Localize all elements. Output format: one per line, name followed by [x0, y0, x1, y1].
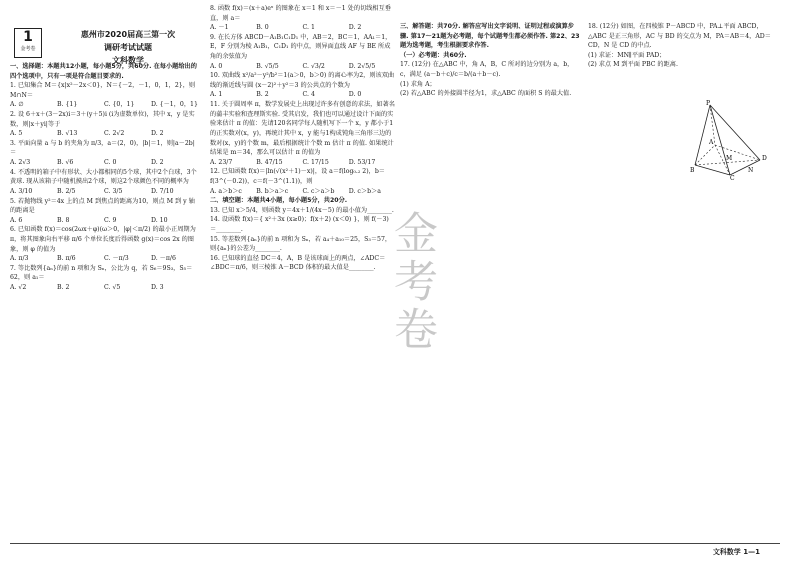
answer-option: D. 7/10 [151, 187, 174, 195]
question-item: 4. 不透明的箱子中有形状、大小都相同的5个球，其中2个白球，3个黄球. 现从该箱子中随机摸出2个球，则这2个球颜色不同的概率为 [10, 168, 197, 186]
answer-options [210, 158, 395, 168]
fill-question-item: 16. 已知球的直径 DC＝4，A，B 是该球面上的两点，∠ADC＝∠BDC＝π/6，则三棱锥 A－BCD 体积的最大值是________. [210, 254, 386, 272]
answer-option: C. {0，1} [104, 101, 135, 109]
label-b: B [690, 167, 695, 174]
answer-options [210, 62, 395, 72]
answer-option: B. √5/5 [256, 62, 279, 70]
question-17-part-1: (1) 求角 A； [400, 80, 436, 88]
answer-option: C. 4 [302, 91, 315, 99]
question-item: 6. 已知函数 f(x)＝cos(2ωx＋φ)(ω＞0，|φ|＜π/2) 的最小正周期为 π，将其图象向右平移 π/6 个单位长度后得函数 g(x)＝cos 2x 的图象，则 φ 的值为 [10, 226, 196, 253]
question-item: 12. 已知函数 f(x)＝|ln(√(x²＋1)－x)|，设 a＝f(log₀.₂ 2)，b＝f(3^(－0.2))，c＝f(－3^(1.1))，则 [210, 168, 385, 185]
question-item: 2. 设 6＋x＋(3－2x)i＝3＋(y＋5)i (i为虚数单位)，其中 x，y 是实数，则|x＋yi|等于 [10, 111, 195, 128]
answer-option: B. 2 [256, 91, 269, 99]
fill-question-item: 14. 设函数 f(x)＝{ x²＋3x (x≥0)；f(x＋2) (x＜0) }，则 f(－3)＝________. [210, 216, 389, 234]
answer-option: B. 2/5 [57, 187, 76, 195]
answer-option: D. 2 [151, 130, 164, 138]
label-d: D [762, 155, 767, 162]
answer-option: A. 1 [210, 91, 223, 99]
answer-options [10, 100, 198, 110]
choice-question-list-2 [210, 4, 395, 196]
label-m: M [726, 155, 733, 162]
answer-option: B. {1} [57, 101, 78, 109]
badge-number: 1 [23, 29, 33, 45]
answer-options [10, 283, 198, 293]
label-n: N [748, 167, 754, 174]
column-4 [588, 22, 780, 70]
answer-option: D. {－1，0，1} [151, 101, 198, 109]
answer-option: A. 23/7 [210, 158, 233, 166]
question-item: 7. 等比数列{aₙ}的前 n 项和为 Sₙ，公比为 q，若 S₆＝9S₃，S₅＝62，则 a₁＝ [10, 264, 193, 282]
answer-options [10, 216, 198, 226]
answer-option: C. 3/5 [104, 187, 123, 195]
question-item: 11. 关于圆周率 π，数学发展史上出现过许多有创意的求法，如著名的蒲丰实验和查理斯实验. 受其启发，我们也可以通过设计下面的实验来估计 π 的值：先请120名同学每人随机写下一个 x，y 都小于1的正实数对(x，y)，再统计其中 x，y 能与1构成钝角三角形三边的数对(x，y)的个数 m，最后根据统计个数 m 估计 π 的值. 如果统计结果是 m＝34，那么可以估计 π 的值为 [210, 101, 395, 157]
answer-options [210, 23, 395, 33]
answer-option: C. 0 [104, 159, 117, 167]
answer-option: D. 2 [151, 159, 164, 167]
page-footer [0, 539, 790, 561]
answer-options [210, 187, 395, 197]
question-18: 18. (12分) 如图，在四棱锥 P－ABCD 中，PA⊥平面 ABCD，△ABC 是正三角形，AC 与 BD 的交点为 M，PA＝AB＝4，AD＝CD，N 是 CD 的中点. [588, 23, 771, 50]
answer-option: B. √13 [57, 130, 78, 138]
question-18-part-2: (2) 求点 M 到平面 PBC 的距离. [588, 61, 678, 69]
footer-label: 文科数学 1—1 [712, 548, 760, 556]
answer-option: C. 1 [302, 24, 315, 32]
answer-option: D. －π/6 [151, 255, 176, 263]
badge-subtitle: 金考卷 [20, 46, 36, 52]
answer-options [10, 129, 198, 139]
answer-option: B. 0 [256, 24, 269, 32]
answer-option: B. b＞a＞c [256, 187, 289, 195]
title-line-2: 调研考试试题 [104, 43, 152, 52]
answer-option: C. √3/2 [302, 62, 325, 70]
answer-option: B. 8 [57, 216, 70, 224]
question-17: 17. (12分) 在△ABC 中，角 A，B，C 所对的边分别为 a，b，c，满足 (a－b＋c)/c＝b/(a＋b－c). [400, 61, 574, 79]
answer-option: A. ∅ [10, 101, 24, 109]
answer-option: D. 10 [151, 216, 168, 224]
answer-option: D. 2√5/5 [348, 62, 376, 70]
answer-option: D. c＞b＞a [348, 187, 381, 195]
answer-option: A. π/3 [10, 255, 29, 263]
column-2 [210, 4, 395, 273]
answer-option: B. 2 [57, 284, 70, 292]
section-answer-heading: 三、解答题：共70分. 解答应写出文字说明、证明过程或演算步骤. 第17～21题为必考题，每个试题考生都必须作答. 第22、23题为选考题，考生根据要求作答. [400, 23, 580, 50]
fill-question-item: 15. 等差数列{aₙ}的前 n 项和为 Sₙ，若 a₄＋a₁₀＝25，S₃＝57，则{aₙ}的公差为________. [210, 235, 392, 253]
answer-options [10, 254, 198, 264]
answer-option: A. a＞b＞c [210, 187, 242, 195]
answer-option: D. 0 [348, 91, 362, 99]
answer-option: C. 9 [104, 216, 117, 224]
answer-options [10, 187, 198, 197]
answer-option: A. 6 [10, 216, 23, 224]
question-item: 3. 平面向量 a 与 b 的夹角为 π/3，a＝(2，0)，|b|＝1，则|a－2b|＝ [10, 139, 195, 157]
question-item: 1. 已知集合 M＝{x|x²－2x＜0}，N＝{－2，－1，0，1，2}，则 M∩N＝ [10, 82, 196, 99]
label-c: C [730, 175, 735, 180]
question-18-part-1: (1) 求证：MN∥平面 PAD； [588, 51, 666, 59]
fill-question-list [210, 206, 395, 273]
watermark: 金考卷 [386, 210, 437, 354]
label-p: P [706, 100, 711, 107]
title-line-3: 文科数学 [112, 56, 144, 65]
answer-option: A. 2√3 [10, 159, 31, 167]
answer-option: A. 5 [10, 130, 23, 138]
question-17-part-2: (2) 若△ABC 的外接圆半径为1，求△ABC 的面积 S 的最大值. [400, 90, 572, 98]
answer-options [10, 158, 198, 168]
answer-option: D. 53/17 [348, 158, 376, 166]
footer-divider [10, 543, 780, 544]
answer-option: A. 3/10 [10, 187, 33, 195]
choice-question-list [10, 81, 198, 292]
section-fill-heading: 二、填空题：本题共4小题，每小题5分，共20分. [210, 197, 348, 205]
answer-option: C. √5 [104, 284, 121, 292]
answer-option: D. 3 [151, 284, 164, 292]
column-1 [10, 62, 198, 293]
question-item: 9. 在长方体 ABCD－A₁B₁C₁D₁ 中，AB＝2，BC＝1，AA₁＝1，E，F 分别为棱 A₁B₁，C₁D₁ 的中点，则异面直线 AF 与 BE 所成角的余弦值为 [210, 33, 392, 61]
fill-question-item: 13. 已知 x＞5/4，则函数 y＝4x＋1/(4x－5) 的最小值为________. [210, 206, 394, 214]
label-a: A [709, 139, 714, 146]
answer-option: C. 2√2 [104, 130, 125, 138]
answer-option: C. c＞a＞b [302, 187, 335, 195]
answer-options [210, 90, 395, 100]
question-item: 5. 若抛物线 y²＝4x 上的点 M 到焦点的距离为10，则点 M 到 y 轴的距离是 [10, 197, 195, 215]
question-item: 10. 双曲线 x²/a²－y²/b²＝1(a＞0，b＞0) 的离心率为2，则该双曲线的渐近线与圆 (x－2)²＋y²＝3 的公共点的个数为 [210, 72, 395, 89]
question-item: 8. 函数 f(x)＝(x＋a)eˣ 的图象在 x＝1 和 x＝－1 处的切线相互垂直，则 a＝ [210, 5, 391, 22]
answer-option: D. 2 [348, 24, 362, 32]
answer-option: A. 0 [210, 62, 223, 70]
pyramid-figure [690, 100, 770, 180]
answer-option: B. 47/15 [256, 158, 283, 166]
section-choice-heading: 一、选择题：本题共12小题，每小题5分，共60分. 在每小题给出的四个选项中，只有一项是符合题目要求的. [10, 63, 197, 80]
answer-option: C. 17/15 [302, 158, 329, 166]
logo-badge [14, 28, 42, 58]
answer-option: A. －1 [210, 24, 229, 32]
answer-option: B. π/6 [57, 255, 76, 263]
answer-option: C. －π/3 [104, 255, 129, 263]
answer-option: A. √2 [10, 284, 27, 292]
section-required-heading: （一）必考题：共60分. [400, 51, 467, 59]
title-line-1: 惠州市2020届高三第一次 [80, 30, 176, 39]
column-3 [400, 22, 582, 99]
answer-option: B. √6 [57, 159, 74, 167]
